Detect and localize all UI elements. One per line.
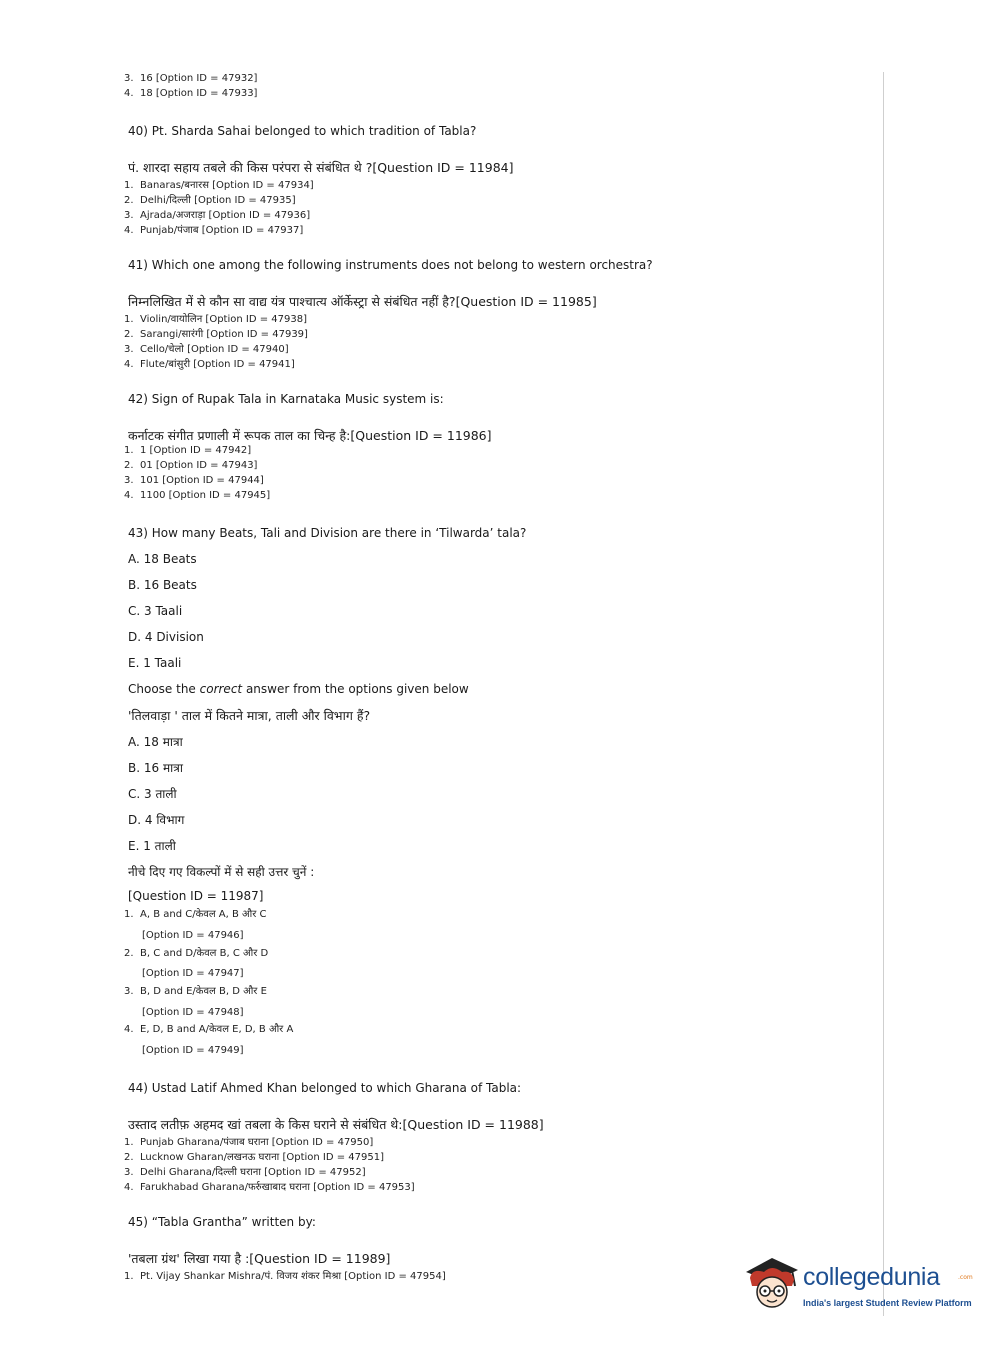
brand-name: collegedunia (803, 1263, 940, 1291)
option-id: [Option ID = 47948] (142, 1007, 244, 1018)
option-item: 2. Sarangi/सारंगी [Option ID = 47939] (124, 329, 308, 340)
choose-instruction: Choose the correct answer from the options given below (128, 682, 469, 696)
option-item: 3. B, D and E/केवल B, D और E (124, 986, 267, 997)
option-item: 1. Violin/वायोलिन [Option ID = 47938] (124, 314, 307, 325)
option-id: [Option ID = 47947] (142, 968, 244, 979)
question-40-hindi: पं. शारदा सहाय तबले की किस परंपरा से संबंधित थे ?[Question ID = 11984] (128, 160, 514, 175)
option-item: 4. Flute/बांसुरी [Option ID = 47941] (124, 359, 295, 370)
statement-hi: A. 18 मात्रा (128, 735, 183, 749)
option-item: 2. 01 [Option ID = 47943] (124, 460, 258, 471)
question-45-text: 45) “Tabla Grantha” written by: (128, 1215, 316, 1229)
option-item: 3. Delhi Gharana/दिल्ली घराना [Option ID = 47952] (124, 1167, 366, 1178)
statement-en: E. 1 Taali (128, 656, 182, 670)
statement-hi: D. 4 विभाग (128, 813, 185, 827)
question-43-id: [Question ID = 11987] (128, 889, 264, 903)
choose-instruction-hindi: नीचे दिए गए विकल्पों में से सही उत्तर चुनें : (128, 865, 315, 879)
question-41-text: 41) Which one among the following instruments does not belong to western orchestra? (128, 258, 653, 272)
question-42-hindi: कर्नाटक संगीत प्रणाली में रूपक ताल का चिन्ह है:[Question ID = 11986] (128, 428, 492, 443)
question-45-hindi: 'तबला ग्रंथ' लिखा गया है :[Question ID = 11989] (128, 1251, 391, 1266)
statement-en: A. 18 Beats (128, 552, 197, 566)
statement-hi: E. 1 ताली (128, 839, 176, 853)
brand-suffix: .com (958, 1274, 973, 1281)
statement-en: C. 3 Taali (128, 604, 183, 618)
option-item: 3. 16 [Option ID = 47932] (124, 73, 258, 84)
option-item: 2. Delhi/दिल्ली [Option ID = 47935] (124, 195, 296, 206)
option-id: [Option ID = 47949] (142, 1045, 244, 1056)
option-item: 1. A, B and C/केवल A, B और C (124, 909, 267, 920)
question-43-hindi: 'तिलवाड़ा ' ताल में कितने मात्रा, ताली और विभाग हैं? (128, 708, 371, 723)
option-item: 1. Pt. Vijay Shankar Mishra/पं. विजय शंकर मिश्रा [Option ID = 47954] (124, 1271, 446, 1282)
question-42-text: 42) Sign of Rupak Tala in Karnataka Music system is: (128, 392, 444, 406)
option-item: 4. Punjab/पंजाब [Option ID = 47937] (124, 225, 304, 236)
statement-hi: B. 16 मात्रा (128, 761, 183, 775)
option-item: 3. Ajrada/अजराड़ा [Option ID = 47936] (124, 210, 311, 221)
page-margin-rule (883, 72, 884, 1316)
option-item: 3. 101 [Option ID = 47944] (124, 475, 264, 486)
option-item: 1. Banaras/बनारस [Option ID = 47934] (124, 180, 314, 191)
option-item: 4. Farukhabad Gharana/फर्रुखाबाद घराना [Option ID = 47953] (124, 1182, 415, 1193)
option-item: 3. Cello/चेलो [Option ID = 47940] (124, 344, 289, 355)
option-item: 4. 1100 [Option ID = 47945] (124, 490, 271, 501)
option-item: 1. 1 [Option ID = 47942] (124, 445, 252, 456)
question-44-text: 44) Ustad Latif Ahmed Khan belonged to which Gharana of Tabla: (128, 1081, 522, 1095)
brand-tagline: India's largest Student Review Platform (803, 1298, 972, 1308)
statement-hi: C. 3 ताली (128, 787, 177, 801)
statement-en: D. 4 Division (128, 630, 204, 644)
option-item: 1. Punjab Gharana/पंजाब घराना [Option ID = 47950] (124, 1137, 374, 1148)
question-44-hindi: उस्ताद लतीफ़ अहमद खां तबला के किस घराने से संबंधित थे:[Question ID = 11988] (128, 1117, 544, 1132)
option-item: 2. Lucknow Gharan/लखनऊ घराना [Option ID = 47951] (124, 1152, 384, 1163)
option-item: 4. 18 [Option ID = 47933] (124, 88, 258, 99)
question-40-text: 40) Pt. Sharda Sahai belonged to which tradition of Tabla? (128, 124, 477, 138)
question-41-hindi: निम्नलिखित में से कौन सा वाद्य यंत्र पाश्चात्य ऑर्केस्ट्रा से संबंधित नहीं है?[Question ID = 11985] (128, 294, 597, 309)
option-item: 2. B, C and D/केवल B, C और D (124, 948, 269, 959)
question-43-text: 43) How many Beats, Tali and Division are there in ‘Tilwarda’ tala? (128, 526, 527, 540)
option-item: 4. E, D, B and A/केवल E, D, B और A (124, 1024, 294, 1035)
option-id: [Option ID = 47946] (142, 930, 244, 941)
statement-en: B. 16 Beats (128, 578, 197, 592)
